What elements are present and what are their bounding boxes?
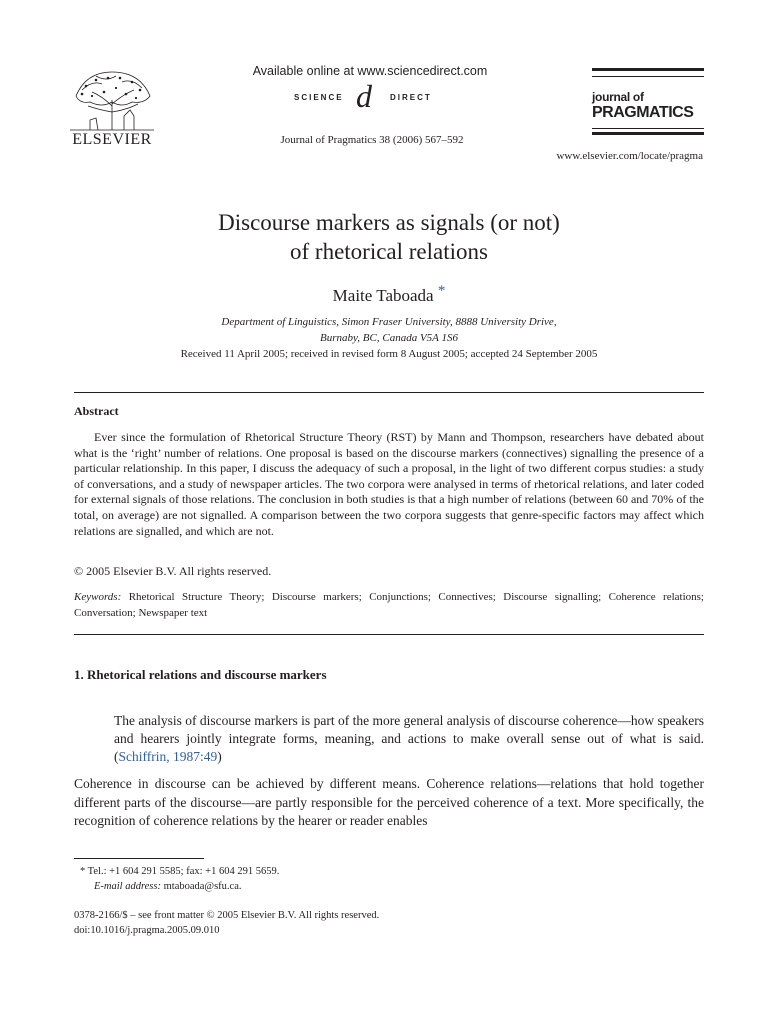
available-online-text: Available online at www.sciencedirect.com [252, 64, 488, 78]
journal-logo-rule [592, 76, 704, 77]
sciencedirect-at-icon: d [356, 78, 372, 114]
email-address-link[interactable]: mtaboada@sfu.ca. [160, 881, 242, 892]
article-title-line-2: of rhetorical relations [290, 239, 488, 264]
article-title [74, 208, 704, 266]
affiliation [74, 314, 704, 346]
citation-link[interactable]: Schiffrin, 1987:49 [118, 749, 218, 764]
author-name: Maite Taboada [332, 286, 434, 305]
abstract-copyright: © 2005 Elsevier B.V. All rights reserved. [74, 564, 272, 578]
article-title-line-1: Discourse markers as signals (or not) [218, 210, 560, 235]
journal-reference: Journal of Pragmatics 38 (2006) 567–592 [280, 134, 464, 146]
abstract-body [74, 430, 704, 539]
doi-line[interactable]: doi:10.1016/j.pragma.2005.09.010 [74, 925, 220, 936]
keywords-label: Keywords: [74, 591, 122, 603]
journal-url-link[interactable]: www.elsevier.com/locate/pragma [556, 150, 703, 162]
sciencedirect-right-text: DIRECT [390, 93, 432, 102]
footnote [80, 864, 279, 894]
journal-logo-rule [592, 128, 704, 129]
keywords [74, 590, 704, 621]
body-paragraph: Coherence in discourse can be achieved by different means. Coherence relations—relations that hold together different parts of the discourse—are partly responsible for the perceived coherence of a text. More specifically, the recognition of coherence relations by the hearer or reader enables [74, 776, 704, 828]
divider [74, 392, 704, 393]
journal-logo-small-text: journal of [592, 90, 644, 104]
sciencedirect-logo [280, 80, 460, 114]
front-matter-info [74, 908, 379, 938]
author-footnote-link[interactable]: * [437, 283, 446, 299]
abstract-text: Ever since the formulation of Rhetorical Structure Theory (RST) by Mann and Thompson, researchers have debated about what is the ‘right’ number of relations. One proposal is based on the discourse markers (connectives) signalling the presence of a particular relationship. In this paper, I discuss the adequacy of such a proposal, in the light of two different corpus studies: a study of conversations, and a study of newspaper articles. The two corpora were analysed in terms of rhetorical relations, and later coded for external signals of those relations. The conclusion in both studies is that a high number of relations (between 60 and 70% of the total, on average) are not signalled. A comparison between the two corpora suggests that genre-specific factors may affect which relations are signalled, and which are not. [74, 430, 704, 538]
keywords-list: Rhetorical Structure Theory; Discourse markers; Conjunctions; Connectives; Discourse signalling; Coherence relations; Conversation; Newspaper text [74, 591, 704, 619]
abstract-heading: Abstract [74, 404, 119, 418]
email-label: E-mail address: [94, 881, 161, 892]
publisher-logo-text: ELSEVIER [72, 131, 152, 148]
journal-logo-big-text: PRAGMATICS [592, 104, 694, 121]
affiliation-line-2: Burnaby, BC, Canada V5A 1S6 [320, 332, 458, 344]
issn-line: 0378-2166/$ – see front matter © 2005 Elsevier B.V. All rights reserved. [74, 910, 380, 921]
sciencedirect-left-text: SCIENCE [294, 93, 344, 102]
footnote-tel: * Tel.: +1 604 291 5585; fax: +1 604 291 5659. [80, 866, 280, 877]
section-heading: 1. Rhetorical relations and discourse markers [74, 667, 327, 682]
divider [74, 634, 704, 635]
block-quote [114, 712, 704, 766]
footnote-email [80, 879, 279, 894]
quote-end: ) [217, 749, 222, 764]
received-dates: Received 11 April 2005; received in revised form 8 August 2005; accepted 24 September 2005 [180, 348, 598, 360]
journal-logo-rule [592, 132, 704, 135]
quote-text: The analysis of discourse markers is part of the more general analysis of discourse coherence—how speakers and hearers jointly integrate forms, meaning, and actions to make overall sense out of what is said. ( [114, 713, 704, 764]
author-line [74, 283, 704, 306]
journal-logo-rule [592, 68, 704, 71]
affiliation-line-1: Department of Linguistics, Simon Fraser University, 8888 University Drive, [221, 316, 557, 328]
footnote-rule [74, 858, 204, 859]
